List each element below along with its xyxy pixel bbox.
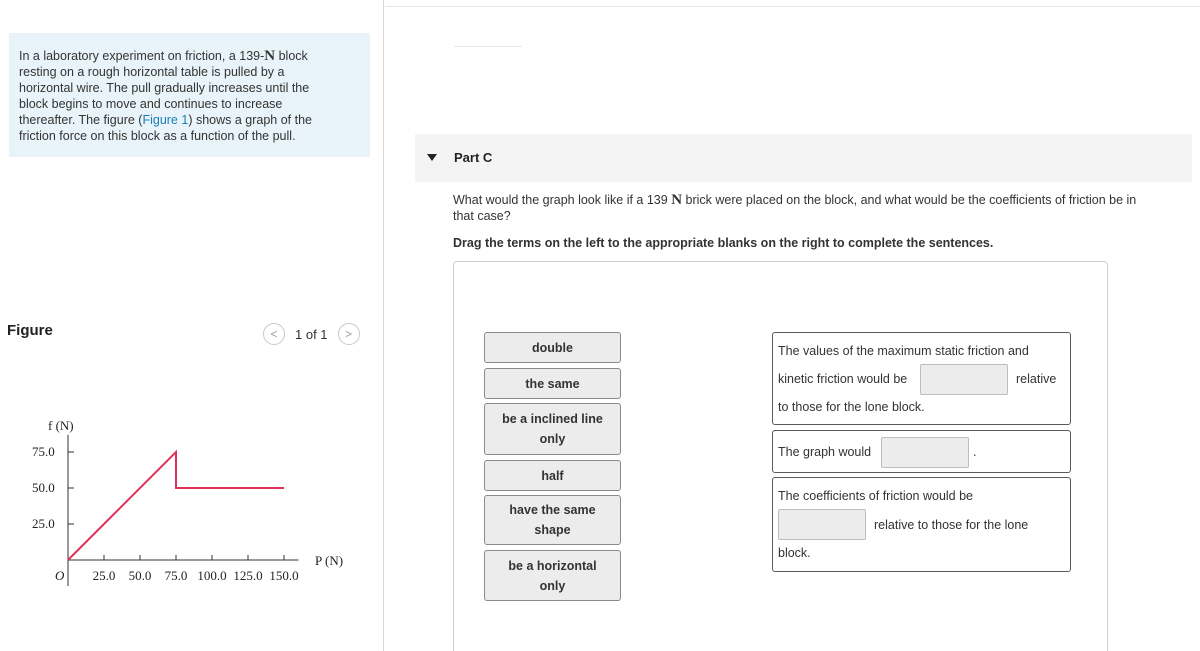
problem-text: block begins to move and continues to increase bbox=[19, 97, 283, 111]
instruction-text: Drag the terms on the left to the appropriate blanks on the right to complete the sentences. bbox=[453, 236, 994, 250]
question-line: What would the graph look like if a 139 bbox=[453, 193, 672, 207]
term-the-same[interactable]: the same bbox=[484, 368, 621, 399]
term-double[interactable]: double bbox=[484, 332, 621, 363]
sentence-text: block. bbox=[778, 546, 811, 560]
problem-text: horizontal wire. The pull gradually increases until the bbox=[19, 81, 310, 95]
problem-text: resting on a rough horizontal table is pulled by a bbox=[19, 65, 285, 79]
term-horizontal-line[interactable]: be a horizontal only bbox=[484, 550, 621, 601]
sentence-text: kinetic friction would be bbox=[778, 372, 908, 386]
sentence-text: relative to those for the lone bbox=[874, 518, 1029, 532]
x-tick-label: 25.0 bbox=[92, 568, 116, 583]
x-tick-label: 100.0 bbox=[197, 568, 227, 583]
y-tick-label: 75.0 bbox=[32, 444, 55, 459]
caret-down-icon[interactable] bbox=[427, 154, 437, 161]
drop-blank-1[interactable] bbox=[920, 364, 1008, 395]
unit-symbol: N bbox=[264, 48, 276, 64]
term-half[interactable]: half bbox=[484, 460, 621, 491]
y-tick-label: 25.0 bbox=[32, 516, 55, 531]
divider bbox=[385, 6, 1200, 7]
drop-blank-3[interactable] bbox=[778, 509, 866, 540]
problem-text: In a laboratory experiment on friction, a 139- bbox=[19, 49, 265, 63]
sentence-coefficients bbox=[772, 477, 1071, 572]
sentence-text: The values of the maximum static friction and bbox=[778, 344, 1029, 358]
problem-text: ) shows a graph of the bbox=[188, 113, 312, 127]
figure-pager bbox=[263, 322, 360, 346]
question-text bbox=[453, 192, 1188, 224]
term-same-shape[interactable]: have the same shape bbox=[484, 495, 621, 545]
problem-text: thereafter. The figure ( bbox=[19, 113, 143, 127]
problem-statement bbox=[9, 33, 370, 157]
left-pane bbox=[0, 0, 384, 651]
x-tick-label: 50.0 bbox=[128, 568, 152, 583]
right-pane bbox=[385, 0, 1200, 651]
x-tick-label: 75.0 bbox=[164, 568, 188, 583]
part-header[interactable] bbox=[415, 134, 1192, 182]
chevron-right-icon[interactable]: > bbox=[338, 323, 360, 345]
sentence-text: to those for the lone block. bbox=[778, 400, 925, 414]
figure-link[interactable]: Figure 1 bbox=[142, 113, 189, 127]
origin-label: O bbox=[55, 568, 65, 583]
sentence-text: The graph would bbox=[778, 445, 872, 459]
sentence-graph bbox=[772, 430, 1071, 473]
term-inclined-line[interactable]: be a inclined line only bbox=[484, 403, 621, 455]
friction-graph bbox=[0, 400, 384, 600]
part-title: Part C bbox=[454, 150, 493, 165]
divider bbox=[454, 46, 522, 47]
sentence-text: . bbox=[973, 445, 977, 459]
problem-text: friction force on this block as a function of the pull. bbox=[19, 129, 296, 143]
drop-blank-2[interactable] bbox=[881, 437, 969, 468]
question-line: brick were placed on the block, and what would be the coefficients of friction be in bbox=[682, 193, 1137, 207]
x-tick-label: 150.0 bbox=[269, 568, 299, 583]
x-tick-label: 125.0 bbox=[233, 568, 263, 583]
figure-page-count: 1 of 1 bbox=[295, 326, 328, 342]
chevron-left-icon[interactable]: < bbox=[263, 323, 285, 345]
sentence-text: relative bbox=[1016, 372, 1057, 386]
y-axis-label: f (N) bbox=[48, 418, 74, 433]
figure-title: Figure bbox=[7, 322, 53, 339]
question-line: that case? bbox=[453, 209, 511, 223]
unit-symbol: N bbox=[671, 192, 683, 208]
y-tick-label: 50.0 bbox=[32, 480, 55, 495]
sentence-text: The coefficients of friction would be bbox=[778, 489, 974, 503]
friction-series-line bbox=[68, 452, 284, 560]
x-axis-label: P (N) bbox=[315, 553, 344, 568]
problem-text: block bbox=[275, 49, 308, 63]
sentence-max-friction bbox=[772, 332, 1071, 425]
